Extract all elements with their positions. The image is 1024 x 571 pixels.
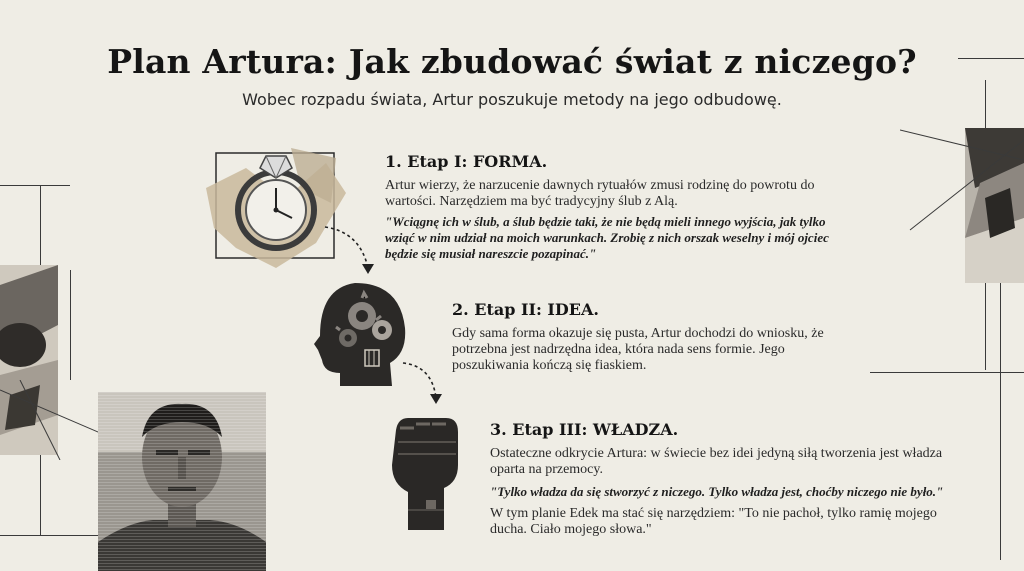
stage-1-description: Artur wierzy, że narzucenie dawnych rytuałów zmusi rodzinę do powrotu do wartości. Narzędziem ma być tradycyjny ślub z Alą.: [385, 178, 815, 209]
stage-3-quote: "Tylko władza da się stworzyć z niczego. Tylko władza jest, choćby niczego nie było.": [490, 484, 944, 499]
decor-line: [1000, 260, 1001, 560]
clenched-fist-icon: [386, 410, 464, 532]
stage-2-heading: 2. Etap II: IDEA.: [452, 300, 599, 319]
decor-crossing-lines: [900, 120, 1024, 240]
stage-3-note: W tym planie Edek ma stać się narzędziem: "To nie pachoł, tylko ramię mojego ducha. Ciało mojego słowa.": [490, 506, 937, 537]
page-title: Plan Artura: Jak zbudować świat z niczego?: [107, 42, 917, 81]
decor-line: [70, 270, 71, 380]
arrow-icon: [398, 358, 448, 408]
head-gears-icon: [310, 278, 410, 388]
stage-3-description: Ostateczne odkrycie Artura: w świecie bez idei jedyną siłą tworzenia jest władza oparta na przemocy.: [490, 446, 943, 477]
stage-3-heading: 3. Etap III: WŁADZA.: [490, 420, 679, 439]
stage-2-description: Gdy sama forma okazuje się pusta, Artur dochodzi do wniosku, że potrzebna jest nadrzędna idea, która nada sens formie. Jego poszukiwania kończą się fiaskiem.: [452, 326, 824, 373]
stage-1-quote: "Wciągnę ich w ślub, a ślub będzie taki, że nie będą mieli innego wyjścia, jak tylko wziąć w nim udział na moich warunkach. Zrobię z nich orszak weselny i mój ojciec będzie się musiał nareszcie pozapinać.": [385, 214, 829, 261]
decor-line: [0, 185, 70, 186]
stage-1-heading: 1. Etap I: FORMA.: [385, 152, 548, 171]
portrait-image: [98, 392, 266, 571]
arrow-icon: [320, 222, 380, 277]
page-subtitle: Wobec rozpadu świata, Artur poszukuje metody na jego odbudowę.: [242, 90, 782, 109]
decor-line: [870, 372, 1024, 373]
